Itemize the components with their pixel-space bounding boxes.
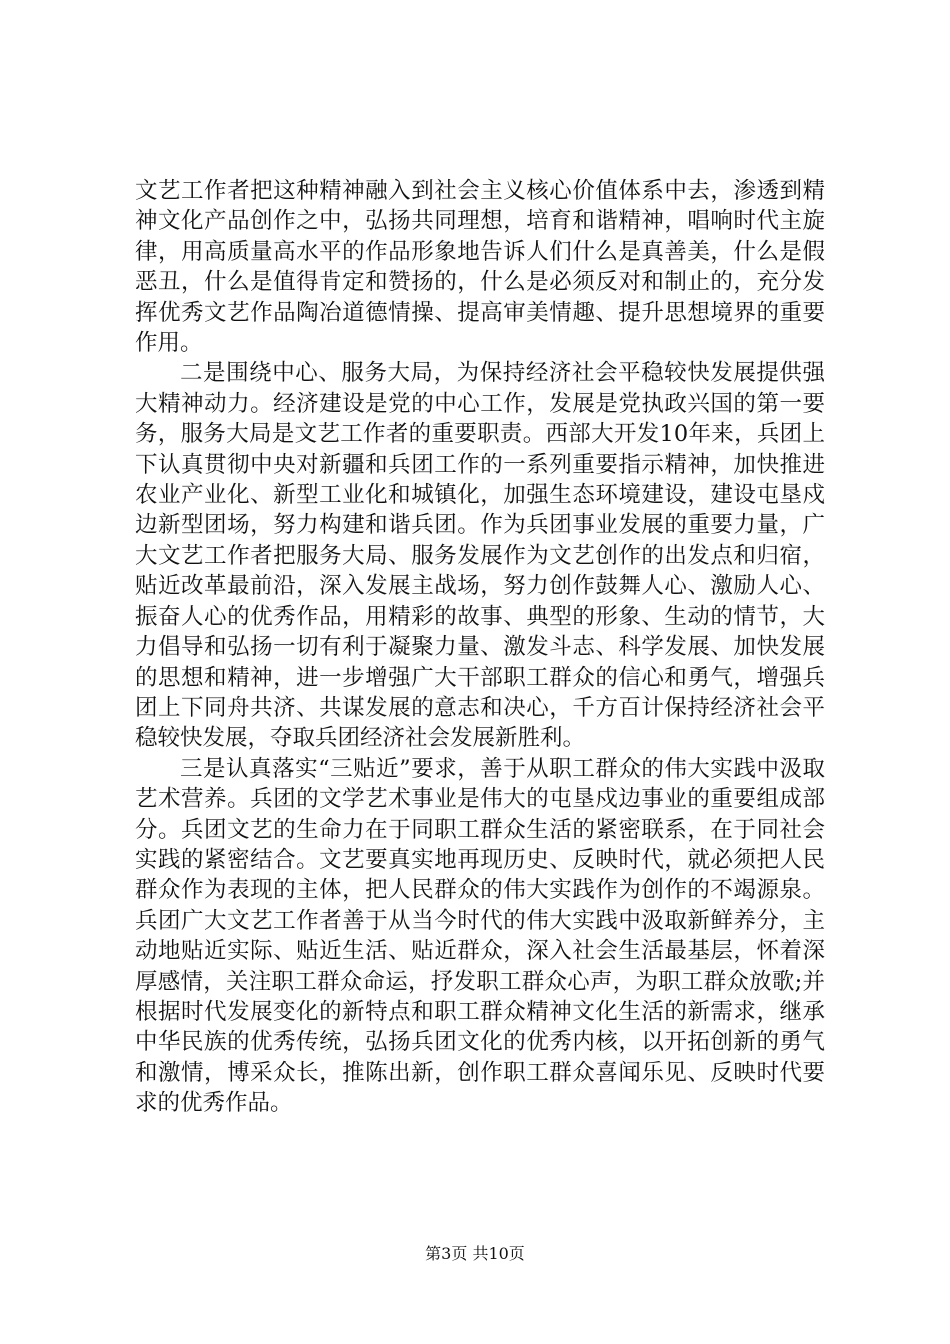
document-body: [135, 176, 825, 1119]
page-number-footer: 第3页 共10页: [425, 1244, 525, 1263]
paragraph-2: 二是围绕中心、服务大局，为保持经济社会平稳较快发展提供强大精神动力。经济建设是党的中心工作，发展是党执政兴国的第一要务，服务大局是文艺工作者的重要职责。西部大开发10年来，兵团上下认真贯彻中央对新疆和兵团工作的一系列重要指示精神，加快推进农业产业化、新型工业化和城镇化，加强生态环境建设，建设屯垦戍边新型团场，努力构建和谐兵团。作为兵团事业发展的重要力量，广大文艺工作者把服务大局、服务发展作为文艺创作的出发点和归宿，贴近改革最前沿，深入发展主战场，努力创作鼓舞人心、激励人心、振奋人心的优秀作品，用精彩的故事、典型的形象、生动的情节，大力倡导和弘扬一切有利于凝聚力量、激发斗志、科学发展、加快发展的思想和精神，进一步增强广大干部职工群众的信心和勇气，增强兵团上下同舟共济、共谋发展的意志和决心，千方百计保持经济社会平稳较快发展，夺取兵团经济社会发展新胜利。: [135, 360, 825, 752]
paragraph-3: 三是认真落实“三贴近”要求，善于从职工群众的伟大实践中汲取艺术营养。兵团的文学艺术事业是伟大的屯垦戍边事业的重要组成部分。兵团文艺的生命力在于同职工群众生活的紧密联系，在于同社会实践的紧密结合。文艺要真实地再现历史、反映时代，就必须把人民群众作为表现的主体，把人民群众的伟大实践作为创作的不竭源泉。兵团广大文艺工作者善于从当今时代的伟大实践中汲取新鲜养分，主动地贴近实际、贴近生活、贴近群众，深入社会生活最基层，怀着深厚感情，关注职工群众命运，抒发职工群众心声，为职工群众放歌;并根据时代发展变化的新特点和职工群众精神文化生活的新需求，继承中华民族的优秀传统，弘扬兵团文化的优秀内核，以开拓创新的勇气和激情，博采众长，推陈出新，创作职工群众喜闻乐见、反映时代要求的优秀作品。: [135, 755, 825, 1117]
paragraph-1: 文艺工作者把这种精神融入到社会主义核心价值体系中去，渗透到精神文化产品创作之中，弘扬共同理想，培育和谐精神，唱响时代主旋律，用高质量高水平的作品形象地告诉人们什么是真善美，什么是假恶丑，什么是值得肯定和赞扬的，什么是必须反对和制止的，充分发挥优秀文艺作品陶冶道德情操、提高审美情趣、提升思想境界的重要作用。: [135, 178, 825, 357]
